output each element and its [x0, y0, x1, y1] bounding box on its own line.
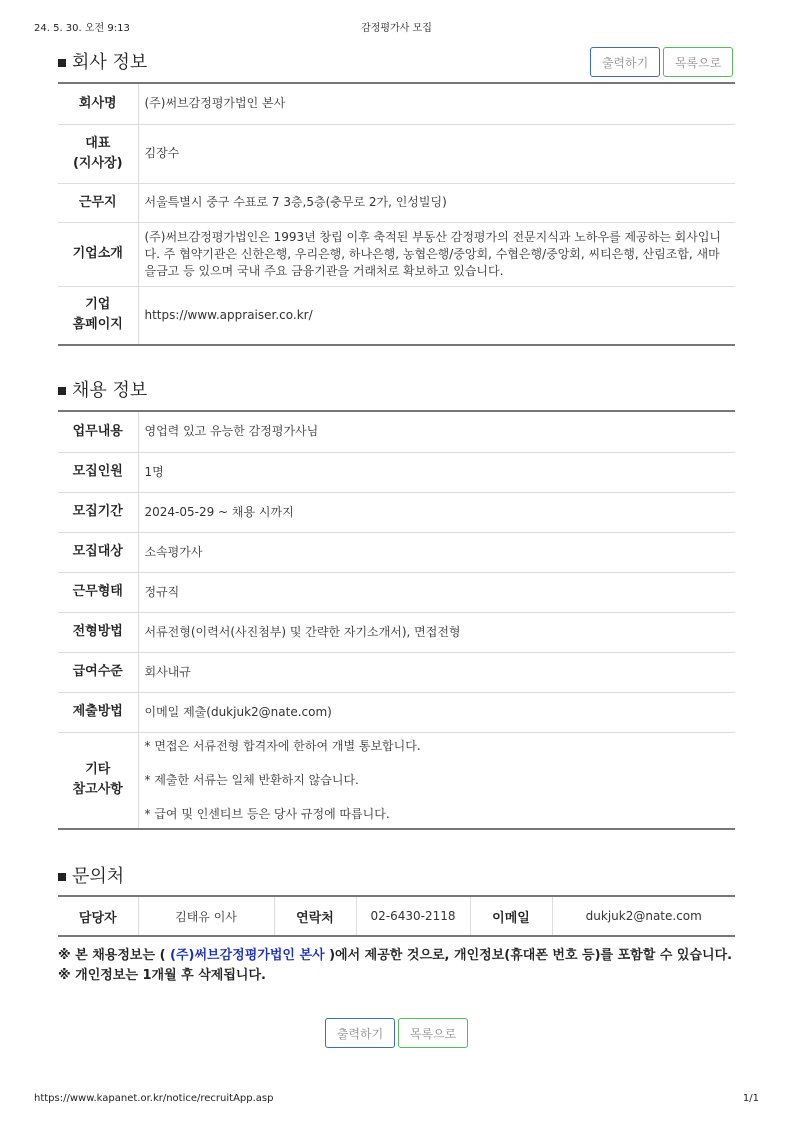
label-company-name: 회사명 — [58, 83, 138, 124]
recruit-row-submit — [58, 692, 735, 732]
print-url: https://www.kapanet.or.kr/notice/recruitApp.asp — [34, 1093, 274, 1104]
company-info-table — [58, 82, 735, 346]
label-location: 근무지 — [58, 183, 138, 222]
print-button-top[interactable]: 출력하기 — [590, 47, 660, 77]
print-button-bottom[interactable]: 출력하기 — [325, 1018, 395, 1048]
value-process: 서류전형(이력서(사진첨부) 및 간략한 자기소개서), 면접전형 — [138, 612, 735, 652]
etc-note-3: * 급여 및 인센티브 등은 당사 규정에 따릅니다. — [144, 806, 390, 821]
notice-line-1 — [58, 946, 735, 966]
notice-company: (주)써브감정평가법인 본사 — [170, 948, 325, 963]
value-submit: 이메일 제출(dukjuk2@nate.com) — [138, 692, 735, 732]
label-homepage-line1: 기업 — [85, 297, 111, 313]
recruit-row-period — [58, 492, 735, 532]
company-row-homepage — [58, 286, 735, 345]
recruit-row-target — [58, 532, 735, 572]
list-button-top[interactable]: 목록으로 — [663, 47, 733, 77]
etc-note-1: * 면접은 서류전형 합격자에 한하여 개별 통보합니다. — [144, 738, 421, 753]
value-worktype: 정규직 — [138, 572, 735, 612]
value-period: 2024-05-29 ~ 채용 시까지 — [138, 492, 735, 532]
label-etc-line2: 참고사항 — [72, 782, 123, 798]
recruit-section-title-text: 채용 정보 — [72, 380, 148, 401]
etc-note-2: * 제출한 서류는 일체 반환하지 않습니다. — [144, 772, 359, 787]
value-headcount: 1명 — [138, 452, 735, 492]
label-headcount: 모집인원 — [58, 452, 138, 492]
recruit-section-title — [58, 376, 147, 402]
company-row-intro — [58, 222, 735, 286]
value-phone: 02-6430-2118 — [356, 896, 470, 936]
notice-suffix: )에서 제공한 것으로, 개인정보(휴대폰 번호 등)를 포함할 수 있습니다. — [324, 948, 733, 963]
notice-line-2: ※ 개인정보는 1개월 후 삭제됩니다. — [58, 968, 266, 983]
contact-section-title-text: 문의처 — [72, 866, 125, 887]
label-worktype: 근무형태 — [58, 572, 138, 612]
value-duty: 영업력 있고 유능한 감정평가사님 — [138, 411, 735, 452]
contact-row — [58, 896, 735, 936]
company-row-ceo — [58, 124, 735, 183]
square-bullet-icon — [58, 59, 66, 67]
print-header — [34, 19, 759, 33]
label-email: 이메일 — [470, 896, 552, 936]
value-etc — [138, 732, 735, 829]
label-ceo — [58, 124, 138, 183]
print-page-number: 1/1 — [742, 1093, 759, 1104]
label-etc-line1: 기타 — [85, 762, 111, 778]
privacy-notice — [58, 946, 735, 986]
company-row-name — [58, 83, 735, 124]
label-phone: 연락처 — [274, 896, 356, 936]
value-salary: 회사내규 — [138, 652, 735, 692]
recruit-row-duty — [58, 411, 735, 452]
label-period: 모집기간 — [58, 492, 138, 532]
label-process: 전형방법 — [58, 612, 138, 652]
print-footer — [34, 1093, 759, 1107]
value-ceo: 김장수 — [138, 124, 735, 183]
label-duty: 업무내용 — [58, 411, 138, 452]
print-date: 24. 5. 30. 오전 9:13 — [34, 23, 130, 34]
label-intro: 기업소개 — [58, 222, 138, 286]
recruit-row-etc — [58, 732, 735, 829]
value-email: dukjuk2@nate.com — [585, 909, 702, 923]
label-etc — [58, 732, 138, 829]
contact-section-title — [58, 862, 124, 888]
square-bullet-icon — [58, 387, 66, 395]
company-row-location — [58, 183, 735, 222]
company-section-title-text: 회사 정보 — [72, 52, 148, 73]
contact-table — [58, 895, 735, 937]
notice-prefix: ※ 본 채용정보는 ( — [58, 948, 171, 963]
value-homepage-link[interactable]: https://www.appraiser.co.kr/ — [144, 307, 313, 322]
list-button-bottom[interactable]: 목록으로 — [398, 1018, 468, 1048]
value-target: 소속평가사 — [138, 532, 735, 572]
label-salary: 급여수준 — [58, 652, 138, 692]
recruit-info-table — [58, 410, 735, 830]
value-company-name: (주)써브감정평가법인 본사 — [138, 83, 735, 124]
value-intro: (주)써브감정평가법인은 1993년 창립 이후 축적된 부동산 감정평가의 전문지식과 노하우를 제공하는 회사입니다. 주 협약기관은 신한은행, 우리은행, 하나은행, 농협은행/중앙회, 수협은행/중앙회, 씨티은행, 산림조합, 새마을금고 등 있으며 국내 주요 금융기관을 거래처로 확보하고 있습니다. — [138, 222, 735, 286]
square-bullet-icon — [58, 873, 66, 881]
label-manager: 담당자 — [58, 896, 138, 936]
print-title: 감정평가사 모집 — [361, 23, 432, 34]
value-manager: 김태유 이사 — [138, 896, 274, 936]
recruit-row-worktype — [58, 572, 735, 612]
recruit-row-salary — [58, 652, 735, 692]
label-homepage-line2: 홈페이지 — [72, 317, 123, 333]
label-ceo-line1: 대표 — [85, 135, 111, 151]
value-location: 서울특별시 중구 수표로 7 3층,5층(충무로 2가, 인성빌딩) — [138, 183, 735, 222]
label-target: 모집대상 — [58, 532, 138, 572]
label-ceo-line2: (지사장) — [72, 155, 123, 171]
recruit-row-process — [58, 612, 735, 652]
recruit-row-headcount — [58, 452, 735, 492]
company-section-title — [58, 48, 147, 74]
label-homepage — [58, 286, 138, 345]
label-submit: 제출방법 — [58, 692, 138, 732]
